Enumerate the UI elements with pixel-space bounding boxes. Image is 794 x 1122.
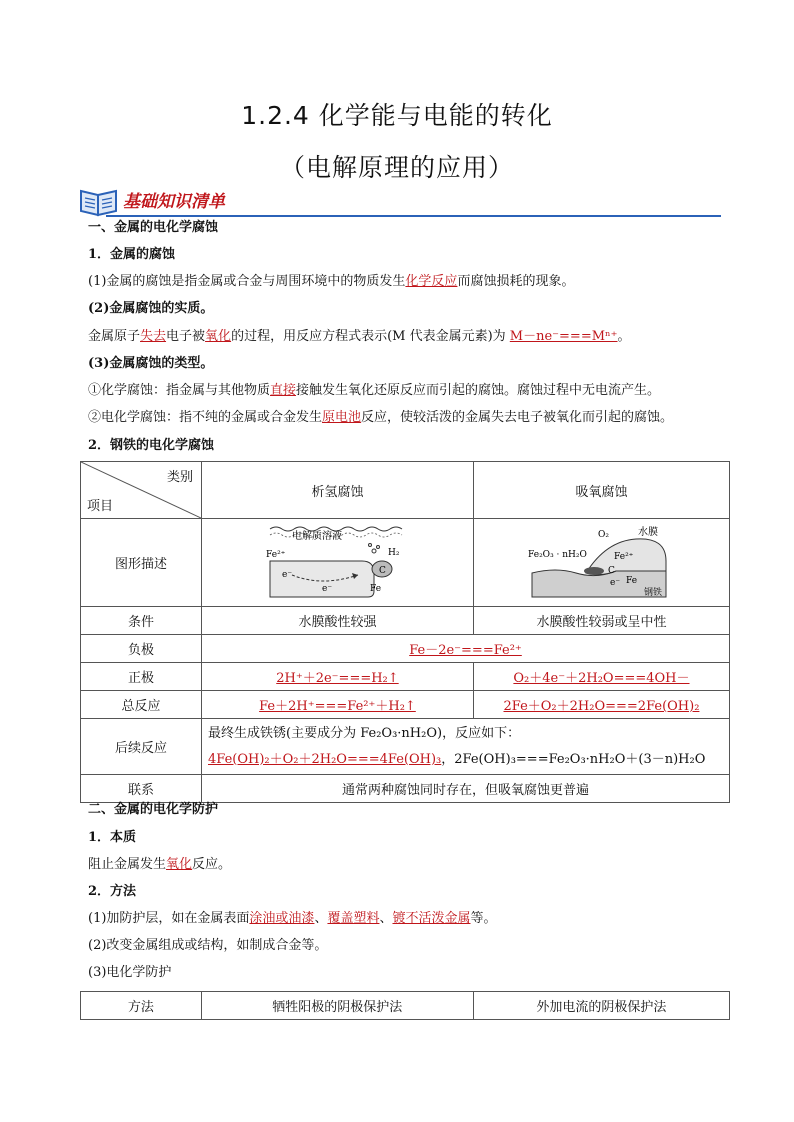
para-2: (2)金属腐蚀的实质。 [88, 301, 214, 316]
follow-line2: 4Fe(OH)₂＋O₂＋2H₂O===4Fe(OH)₃，2Fe(OH)₃===Fe₂O₃·nH₂O＋(3－n)H₂O [208, 751, 706, 767]
section1-heading: 一、金属的电化学腐蚀 [88, 220, 219, 235]
positive-oxygen: O₂＋4e⁻＋2H₂O===4OH－ [473, 663, 729, 691]
para-6: ②电化学腐蚀：指不纯的金属或合金发生原电池反应，使较活泼的金属失去电子被氧化而引起的腐蚀。 [88, 410, 674, 425]
header-diagonal-cell [81, 462, 202, 519]
positive-hydrogen: 2H⁺＋2e⁻===H₂↑ [202, 663, 474, 691]
para-5: ①化学腐蚀：指金属与其他物质直接接触发生氧化还原反应而引起的腐蚀。腐蚀过程中无电流产生。 [88, 383, 661, 398]
header-hydrogen: 析氢腐蚀 [202, 462, 474, 519]
s2-para-4: (3)电化学防护 [88, 965, 172, 980]
row-label-follow: 后续反应 [81, 719, 202, 775]
condition-oxygen: 水膜酸性较弱或呈中性 [473, 607, 729, 635]
s2-para-2: (1)加防护层，如在金属表面涂油或油漆、覆盖塑料、镀不活泼金属等。 [88, 911, 497, 926]
banner-label: 基础知识清单 [123, 192, 225, 212]
section-banner [78, 183, 721, 219]
row-label-positive: 正极 [81, 663, 202, 691]
para-4: (3)金属腐蚀的类型。 [88, 356, 214, 371]
section1-sub1: 1．金属的腐蚀 [88, 247, 176, 262]
fig1-fe-label: Fe [370, 583, 382, 594]
book-icon [78, 185, 120, 217]
fig2-fe2-label: Fe²⁺ [614, 551, 634, 562]
fig2-e-label: e⁻ [610, 577, 621, 588]
s2-para-3: (2)改变金属组成或结构，如制成合金等。 [88, 938, 328, 953]
figure-hydrogen [202, 519, 474, 607]
fig1-e2-label: e⁻ [322, 583, 333, 594]
protection-table [80, 991, 730, 1020]
header-oxygen: 吸氧腐蚀 [473, 462, 729, 519]
header-item: 项目 [87, 499, 114, 514]
oxygen-corrosion-diagram [526, 521, 676, 601]
follow-reaction [202, 719, 730, 775]
para-3: 金属原子失去电子被氧化的过程，用反应方程式表示(M 代表金属元素)为 M－ne⁻===Mⁿ⁺。 [88, 329, 631, 344]
protection-header-impressed: 外加电流的阴极保护法 [473, 992, 729, 1020]
row-label-figure: 图形描述 [81, 519, 202, 607]
row-label-total: 总反应 [81, 691, 202, 719]
negative-electrode: Fe－2e⁻===Fe²⁺ [202, 635, 730, 663]
fig2-fe-label: Fe [626, 575, 638, 586]
fig2-o2-label: O₂ [598, 529, 610, 540]
fig1-e1-label: e⁻ [282, 569, 293, 580]
protection-header-method: 方法 [81, 992, 202, 1020]
page-subtitle: （电解原理的应用） [279, 153, 514, 182]
para-1: (1)金属的腐蚀是指金属或合金与周围环境中的物质发生化学反应而腐蚀损耗的现象。 [88, 274, 575, 289]
hydrogen-corrosion-diagram [262, 521, 412, 601]
row-label-link: 联系 [81, 775, 202, 803]
banner-underline [106, 215, 721, 217]
fig2-film-label: 水膜 [638, 526, 659, 538]
fig1-electrolyte-label: 电解质溶液 [292, 530, 343, 542]
follow-line1: 最终生成铁锈(主要成分为 Fe₂O₃·nH₂O)，反应如下： [208, 725, 521, 741]
total-oxygen: 2Fe＋O₂＋2H₂O===2Fe(OH)₂ [473, 691, 729, 719]
section1-sub2: 2．钢铁的电化学腐蚀 [88, 438, 215, 453]
header-type: 类别 [166, 470, 193, 485]
condition-hydrogen: 水膜酸性较强 [202, 607, 474, 635]
section2-sub1: 1．本质 [88, 830, 137, 845]
fig2-c-label: C [608, 565, 616, 576]
s2-para-1: 阻止金属发生氧化反应。 [88, 857, 232, 872]
fig2-rust-label: Fe₂O₃ · nH₂O [528, 549, 588, 560]
row-label-condition: 条件 [81, 607, 202, 635]
total-hydrogen: Fe＋2H⁺===Fe²⁺＋H₂↑ [202, 691, 474, 719]
fig1-fe2-label: Fe²⁺ [266, 549, 286, 560]
fig2-steel-label: 钢铁 [644, 587, 663, 598]
corrosion-table [80, 461, 730, 803]
section2-sub2: 2．方法 [88, 884, 137, 899]
figure-oxygen [473, 519, 729, 607]
page-title: 1.2.4 化学能与电能的转化 [241, 101, 553, 130]
row-label-negative: 负极 [81, 635, 202, 663]
fig1-c-label: C [379, 565, 387, 576]
section2-heading: 二、金属的电化学防护 [88, 802, 219, 817]
link-text: 通常两种腐蚀同时存在，但吸氧腐蚀更普遍 [202, 775, 730, 803]
fig1-h2-label: H₂ [388, 547, 400, 558]
protection-header-sacrificial: 牺牲阳极的阴极保护法 [201, 992, 473, 1020]
